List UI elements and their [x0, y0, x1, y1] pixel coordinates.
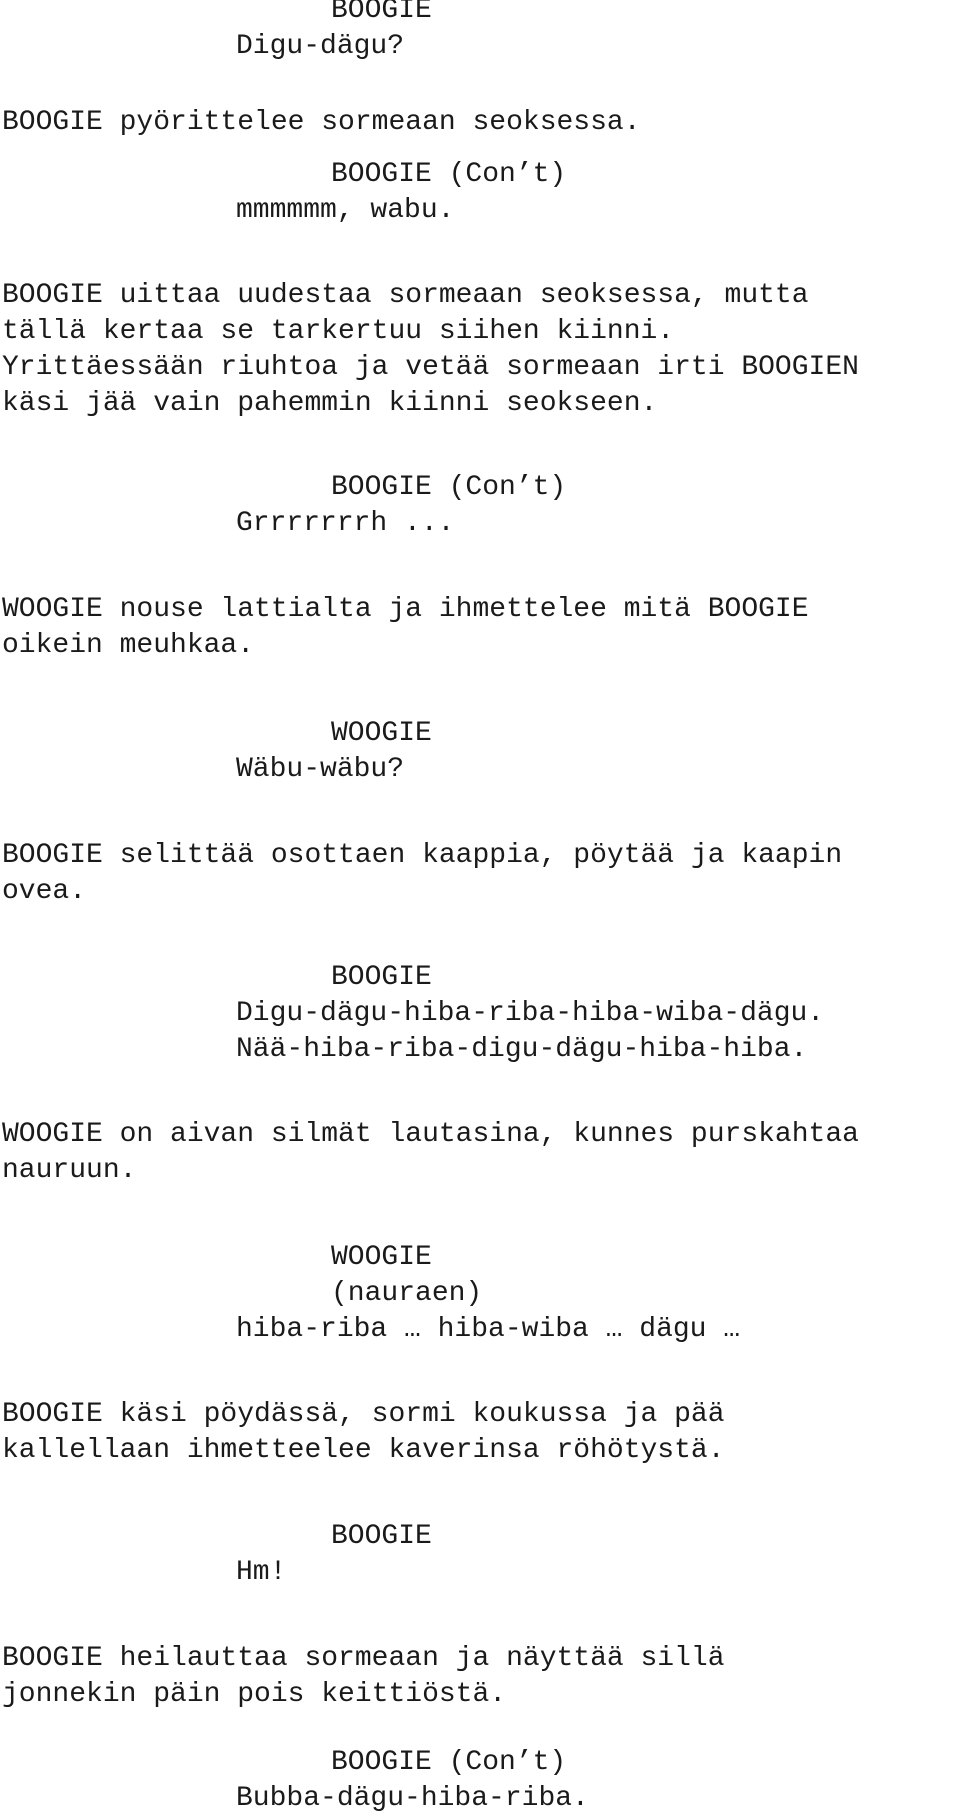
character-name: WOOGIE: [331, 718, 432, 749]
dialogue-line: Digu-dägu?: [236, 31, 405, 62]
action-line: jonnekin päin pois keittiöstä.: [2, 1679, 507, 1710]
action-line: nauruun.: [2, 1155, 137, 1186]
character-name: BOOGIE: [331, 962, 432, 993]
dialogue-line: Hm!: [236, 1557, 287, 1588]
character-name: WOOGIE: [331, 1242, 432, 1273]
character-name: BOOGIE (Con’t): [331, 159, 567, 190]
dialogue-line: Digu-dägu-hiba-riba-hiba-wiba-dägu.: [236, 998, 825, 1029]
action-line: BOOGIE heilauttaa sormeaan ja näyttää sillä: [2, 1643, 725, 1674]
character-name: BOOGIE: [331, 0, 432, 26]
action-line: BOOGIE käsi pöydässä, sormi koukussa ja pää: [2, 1399, 725, 1430]
action-line: BOOGIE pyörittelee sormeaan seoksessa.: [2, 107, 641, 138]
parenthetical: (nauraen): [331, 1278, 483, 1309]
dialogue-line: Grrrrrrrh ...: [236, 508, 455, 539]
dialogue-line: hiba-riba … hiba-wiba … dägu …: [236, 1314, 741, 1345]
action-line: tällä kertaa se tarkertuu siihen kiinni.: [2, 316, 675, 347]
character-name: BOOGIE (Con’t): [331, 1747, 567, 1778]
dialogue-line: Bubba-dägu-hiba-riba.: [236, 1783, 589, 1814]
action-line: kallellaan ihmetteelee kaverinsa röhötystä.: [2, 1435, 725, 1466]
action-line: ovea.: [2, 876, 87, 907]
action-line: BOOGIE selittää osottaen kaappia, pöytää ja kaapin: [2, 840, 843, 871]
character-name: BOOGIE: [331, 1521, 432, 1552]
action-line: BOOGIE uittaa uudestaa sormeaan seoksessa, mutta: [2, 280, 809, 311]
dialogue-line: mmmmmm, wabu.: [236, 195, 455, 226]
action-line: Yrittäessään riuhtoa ja vetää sormeaan irti BOOGIEN: [2, 352, 859, 383]
action-line: WOOGIE nouse lattialta ja ihmettelee mitä BOOGIE: [2, 594, 809, 625]
action-line: WOOGIE on aivan silmät lautasina, kunnes purskahtaa: [2, 1119, 859, 1150]
dialogue-line: Wäbu-wäbu?: [236, 754, 405, 785]
action-line: oikein meuhkaa.: [2, 630, 255, 661]
character-name: BOOGIE (Con’t): [331, 472, 567, 503]
dialogue-line: Nää-hiba-riba-digu-dägu-hiba-hiba.: [236, 1034, 808, 1065]
action-line: käsi jää vain pahemmin kiinni seokseen.: [2, 388, 658, 419]
